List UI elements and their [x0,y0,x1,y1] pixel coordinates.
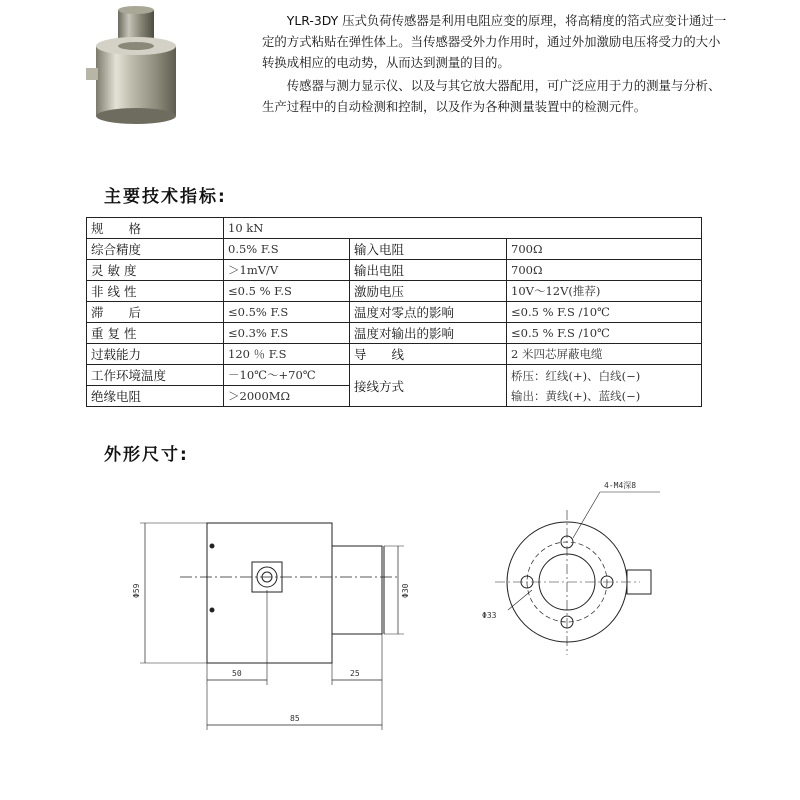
spec-value: 0.5% F.S [224,239,350,260]
dim-thread: 4-M4深8 [604,481,637,490]
spec-key: 导 线 [350,344,507,365]
table-row [87,302,702,323]
spec-value: －10℃～+70℃ [224,365,350,386]
spec-key: 综合精度 [87,239,224,260]
spec-value: 700Ω [507,260,702,281]
spec-key: 滞 后 [87,302,224,323]
spec-value: ＞1mV/V [224,260,350,281]
dim-25: 25 [350,669,360,678]
product-photo [84,6,188,130]
table-row [87,218,702,239]
spec-key: 过载能力 [87,344,224,365]
spec-key: 绝缘电阻 [87,386,224,407]
wiring-value [507,365,702,407]
spec-key: 激励电压 [350,281,507,302]
spec-value: 10V～12V(推荐) [507,281,702,302]
spec-title: 主要技术指标: [104,187,227,207]
spec-key: 灵 敏 度 [87,260,224,281]
top-view [495,492,660,655]
table-row [87,323,702,344]
spec-value: 10 kN [224,218,702,239]
table-row [87,365,702,386]
dim-pcd: Φ33 [482,611,497,620]
spec-value: ≤0.5 % F.S [224,281,350,302]
table-row [87,239,702,260]
dimension-drawing [0,470,800,800]
spec-key: 温度对零点的影响 [350,302,507,323]
dim-d59: Φ59 [132,583,141,598]
spec-key: 重 复 性 [87,323,224,344]
intro-text [262,10,732,119]
intro-paragraph-1: YLR-3DY 压式负荷传感器是利用电阻应变的原理，将高精度的箔式应变计通过一定的方式粘贴在弹性体上。当传感器受外力作用时，通过外加激励电压将受力的大小转换成相应的电动势，从而达到测量的目的。 [262,13,727,70]
dim-85: 85 [290,714,300,723]
wiring-line-output: 输出：黄线(+)、蓝线(−) [511,388,641,403]
spec-value: ≤0.3% F.S [224,323,350,344]
spec-value: ≤0.5 % F.S /10℃ [507,323,702,344]
spec-value: ≤0.5% F.S [224,302,350,323]
spec-key: 输入电阻 [350,239,507,260]
wiring-label: 接线方式 [350,365,507,407]
wiring-line-bridge: 桥压：红线(+)、白线(−) [511,368,641,383]
spec-key: 输出电阻 [350,260,507,281]
body-outline [207,523,332,663]
spec-value: ≤0.5 % F.S /10℃ [507,302,702,323]
dim-50: 50 [232,669,242,678]
table-row [87,344,702,365]
spec-key: 规 格 [87,218,224,239]
spec-value: ＞2000MΩ [224,386,350,407]
spec-key: 工作环境温度 [87,365,224,386]
dim-d30: Φ30 [401,583,410,598]
spec-value: 700Ω [507,239,702,260]
dims-title: 外形尺寸: [104,445,189,465]
intro-paragraph-2: 传感器与测力显示仪、以及与其它放大器配用，可广泛应用于力的测量与分析、生产过程中的自动检测和控制，以及作为各种测量装置中的检测元件。 [262,78,721,114]
spec-value: 120 ％ F.S [224,344,350,365]
spec-value: 2 米四芯屏蔽电缆 [507,344,702,365]
spec-key: 温度对输出的影响 [350,323,507,344]
spec-table [86,217,702,407]
table-row [87,260,702,281]
button-outline [332,546,382,634]
table-row [87,281,702,302]
spec-key: 非 线 性 [87,281,224,302]
